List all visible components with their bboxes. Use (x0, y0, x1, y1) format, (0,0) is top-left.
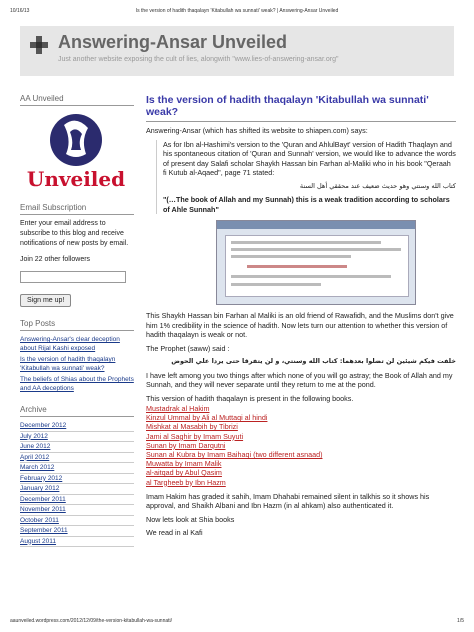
archive-link[interactable]: September 2011 (20, 526, 134, 537)
top-posts-heading: Top Posts (20, 319, 134, 331)
archive-link[interactable]: December 2011 (20, 495, 134, 506)
book-list (146, 404, 456, 487)
blockquote (156, 140, 456, 215)
top-post-link[interactable]: Is the version of hadith thaqalayn 'Kitabullah wa sunnati' weak? (20, 356, 116, 372)
arabic-quote-2: خلفت فيكم شيئين لن تضلوا بعدهما: كتاب الله وسنتي، و لن يتفرقا حتى يردا علي الحوض (171, 357, 456, 365)
book-link[interactable]: Jami al Saghir by Imam Suyuti (146, 431, 244, 441)
archive-link[interactable]: April 2012 (20, 453, 134, 464)
paragraph-5: Now lets look at Shia books (146, 514, 235, 524)
book-link[interactable]: Muwatta by Imam Malik (146, 459, 222, 469)
print-date: 10/16/13 (10, 8, 30, 14)
site-banner (20, 26, 454, 76)
book-link[interactable]: al-aitqad by Abul Qasim (146, 468, 222, 478)
top-posts-list (20, 335, 134, 393)
paragraph-1: This Shaykh Hassan bin Farhan al Maliki is an old friend of Rawafidh, and the Muslims don't give him 1% credibility in the science of hadith. Now lets turn our attention to whether this version of hadith thaqalayn is weak or not. (146, 311, 454, 339)
screenshot-image (216, 220, 416, 305)
sidebar (20, 94, 134, 547)
book-link[interactable]: Mustadrak al Hakim (146, 404, 210, 413)
page-number: 1/5 (457, 618, 464, 624)
book-link[interactable]: Mishkat al Masabih by Tibrizi (146, 422, 238, 432)
archive-link[interactable]: July 2012 (20, 432, 134, 443)
book-link[interactable]: Kinzul Ummal by Ali al Muttaqi al hindi (146, 413, 268, 423)
book-link[interactable]: Sunan by Imam Darqutni (146, 440, 226, 450)
email-input[interactable] (20, 271, 126, 283)
prophet-said: The Prophet (saww) said : (146, 343, 230, 353)
quote-text-2: "(…The book of Allah and my Sunnah) this is a weak tradition according to scholars of Ahle Sunnah" (163, 195, 450, 214)
pdf-footer (10, 618, 464, 624)
archive-link[interactable]: February 2012 (20, 474, 134, 485)
intro-text: Answering-Ansar (which has shifted its website to shiapen.com) says: (146, 126, 368, 135)
followers-text: Join 22 other followers (20, 256, 91, 263)
paragraph-6: We read in al Kafi (146, 528, 203, 538)
sign-up-button[interactable]: Sign me up! (20, 294, 71, 307)
paragraph-4: Imam Hakim has graded it sahih, Imam Dhahabi remained silent in talkhis so it shows his approval, and Shaikh Albani and Ibn Hazm (in al ahkam) also authenticated it. (146, 491, 430, 511)
paragraph-2: I have left among you two things after which none of you will go astray; the Book of Allah and my Sunnah, and they will never separate until they return to me at the pond. (146, 370, 453, 389)
unveiled-logo[interactable] (26, 110, 126, 195)
top-post-link[interactable]: Answering-Ansar's clear deception about Rijal Kashi exposed (20, 336, 120, 352)
paragraph-3: This version of hadith thaqalayn is present in the following books. (146, 393, 354, 403)
archive-link[interactable]: October 2011 (20, 516, 134, 527)
footer-url: aaunveiled.wordpress.com/2012/12/09/the-version-kitabullah-wa-sunnati/ (10, 618, 173, 624)
archive-heading: Archive (20, 405, 134, 417)
email-subscription-heading: Email Subscription (20, 203, 134, 215)
logo-text: Unveiled (26, 167, 126, 191)
plus-logo-icon (30, 36, 48, 54)
archive-link[interactable]: June 2012 (20, 442, 134, 453)
archive-list (20, 421, 134, 547)
archive-link[interactable]: December 2012 (20, 421, 134, 432)
site-title[interactable]: Answering-Ansar Unveiled (58, 32, 288, 52)
archive-link[interactable]: November 2011 (20, 505, 134, 516)
archive-link[interactable]: March 2012 (20, 463, 134, 474)
window-title: Is the version of hadith thaqalayn 'Kitabullah wa sunnati' weak? | Answering-Ansar Unveiled (135, 8, 339, 14)
aa-unveiled-heading: AA Unveiled (20, 94, 134, 106)
arabic-quote-1: كتاب الله وسنتي وهو حديث ضعيف عند محققي أهل السنة (299, 181, 456, 190)
book-link[interactable]: al Targheeb by Ibn Hazm (146, 477, 226, 487)
site-tagline: Just another website exposing the cult of lies, alongwith "www.lies-of-answering-ansar.org" (58, 56, 339, 63)
post-title[interactable]: Is the version of hadith thaqalayn 'Kitabullah wa sunnati' weak? (146, 94, 456, 122)
pdf-header (10, 8, 464, 14)
quote-text-1: As for Ibn al-Hashimi's version to the 'Quran and AhlulBayt' version of Hadith Thaqlayn and his spontaneous citation of 'Quran and Sunnah' version, we would like to advance the words of present day Salafi scholar Shaykh Hassan bin Farhan al-Maliki who in his book "Qeraah fi Kutub al-Aqaed", page 71 stated: (163, 139, 456, 177)
email-text: Enter your email address to subscribe to this blog and receive notifications of new posts by email. (20, 220, 129, 247)
archive-link[interactable]: January 2012 (20, 484, 134, 495)
book-link[interactable]: Sunan al Kubra by Imam Baihaqi (two different asnaad) (146, 450, 323, 460)
top-post-link[interactable]: The beliefs of Shias about the Prophets and AA deceptions (20, 376, 134, 392)
archive-link[interactable]: August 2011 (20, 537, 134, 548)
post-content (146, 94, 456, 542)
